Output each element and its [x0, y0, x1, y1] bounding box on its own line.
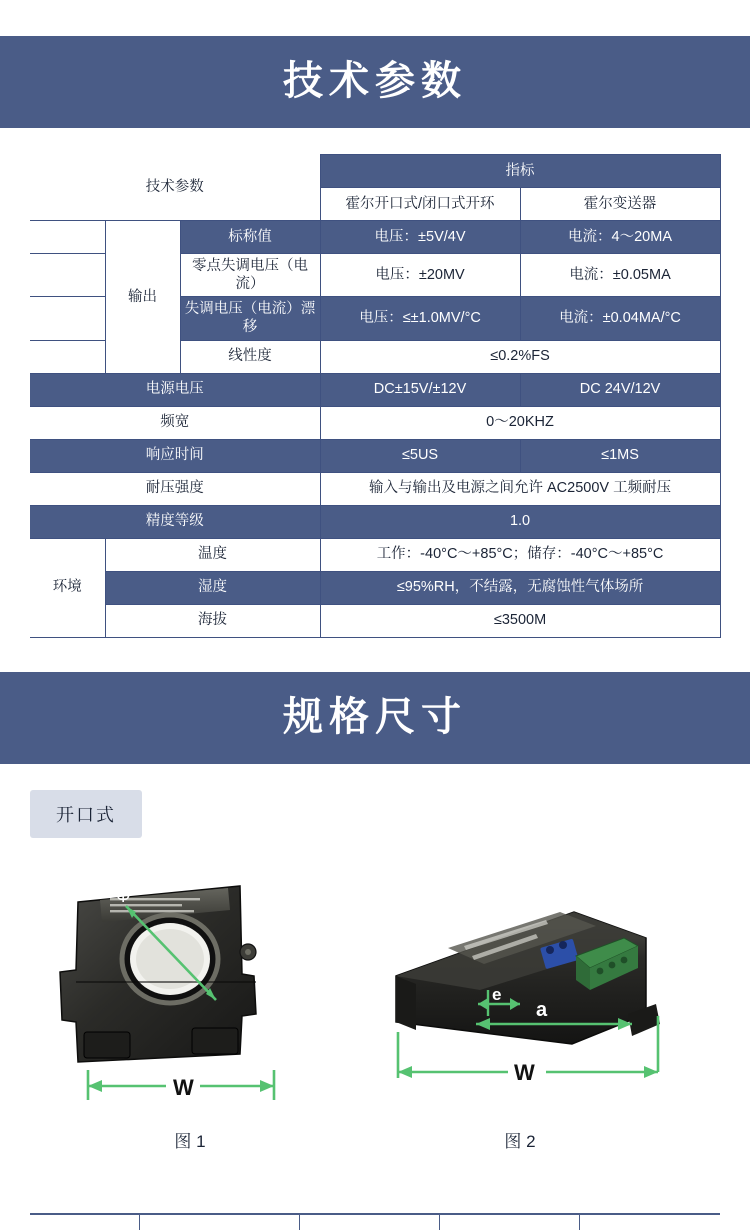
row-label: 频宽 [30, 406, 320, 439]
table-row [30, 505, 720, 538]
table-row [30, 373, 720, 406]
row-value-span: 输入与输出及电源之间允许 AC2500V 工频耐压 [320, 472, 720, 505]
table-cell [440, 1215, 580, 1230]
group-label-output: 输出 [105, 221, 180, 374]
table-row [30, 538, 720, 571]
row-value-open: DC±15V/±12V [320, 373, 520, 406]
row-value-open: 电压：±20MV [320, 254, 520, 297]
figure-2-a-label: a [536, 998, 548, 1021]
row-value-transmitter: 电流：±0.05MA [520, 254, 720, 297]
figure-2-caption: 图 2 [504, 1131, 536, 1151]
row-label: 标称值 [180, 221, 320, 254]
row-value-transmitter: DC 24V/12V [520, 373, 720, 406]
header-index-label: 指标 [320, 155, 720, 188]
header-col-transmitter: 霍尔变送器 [520, 188, 720, 221]
row-value-transmitter: 电流：4～20MA [520, 221, 720, 254]
table-cell [140, 1215, 300, 1230]
row-value-open: ≤5US [320, 439, 520, 472]
row-label: 温度 [105, 538, 320, 571]
spec-table-wrapper [0, 128, 750, 638]
table-row [30, 604, 720, 637]
row-label: 海拔 [105, 604, 320, 637]
row-label: 湿度 [105, 571, 320, 604]
row-value-span: 1.0 [320, 505, 720, 538]
figure-gallery [0, 864, 750, 1154]
product-type-pill: 开口式 [30, 790, 142, 838]
row-label: 线性度 [180, 340, 320, 373]
split-core-sensor-image [30, 864, 350, 1114]
table-row [30, 221, 720, 254]
figure-2 [360, 864, 680, 1154]
table-row [30, 406, 720, 439]
row-label: 电源电压 [30, 373, 320, 406]
row-value-span: 0～20KHZ [320, 406, 720, 439]
row-value-span: ≤95%RH，不结露，无腐蚀性气体场所 [320, 571, 720, 604]
row-value-span: ≤0.2%FS [320, 340, 720, 373]
technical-parameters-table [30, 154, 721, 638]
table-row [30, 155, 720, 188]
section-title-dimensions: 规格尺寸 [0, 672, 750, 764]
row-label: 响应时间 [30, 439, 320, 472]
row-value-transmitter: 电流：±0.04MA/°C [520, 297, 720, 340]
table-row [30, 472, 720, 505]
table-cell [580, 1215, 720, 1230]
row-value-open: 电压：±5V/4V [320, 221, 520, 254]
spacer-cell [30, 254, 105, 297]
figure-1-caption: 图 1 [174, 1131, 206, 1151]
row-value-span: 工作：-40°C～+85°C；储存：-40°C～+85°C [320, 538, 720, 571]
table-cell [300, 1215, 440, 1230]
table-row [30, 439, 720, 472]
figure-1-width-label: W [173, 1074, 194, 1100]
group-label-environment: 环境 [30, 538, 105, 637]
dimensions-section [0, 764, 750, 838]
row-label: 精度等级 [30, 505, 320, 538]
row-label: 零点失调电压（电流） [180, 254, 320, 297]
header-col-open: 霍尔开口式/闭口式开环 [320, 188, 520, 221]
row-value-transmitter: ≤1MS [520, 439, 720, 472]
spacer-cell [30, 297, 105, 340]
spacer-cell [30, 221, 105, 254]
figure-2-e-label: e [492, 984, 502, 1004]
figure-2-width-label: W [514, 1059, 535, 1085]
transducer-image [360, 864, 680, 1114]
figure-1 [30, 864, 350, 1154]
section-title-technical-parameters: 技术参数 [0, 36, 750, 128]
row-value-span: ≤3500M [320, 604, 720, 637]
row-value-open: 电压：≤±1.0MV/°C [320, 297, 520, 340]
dimension-table-preview [30, 1213, 720, 1230]
table-cell [30, 1215, 140, 1230]
row-label: 失调电压（电流）漂移 [180, 297, 320, 340]
spacer-cell [30, 340, 105, 373]
figure-1-diameter-label: Φ [116, 885, 131, 906]
table-row [30, 571, 720, 604]
header-row-label: 技术参数 [30, 155, 320, 221]
row-label: 耐压强度 [30, 472, 320, 505]
